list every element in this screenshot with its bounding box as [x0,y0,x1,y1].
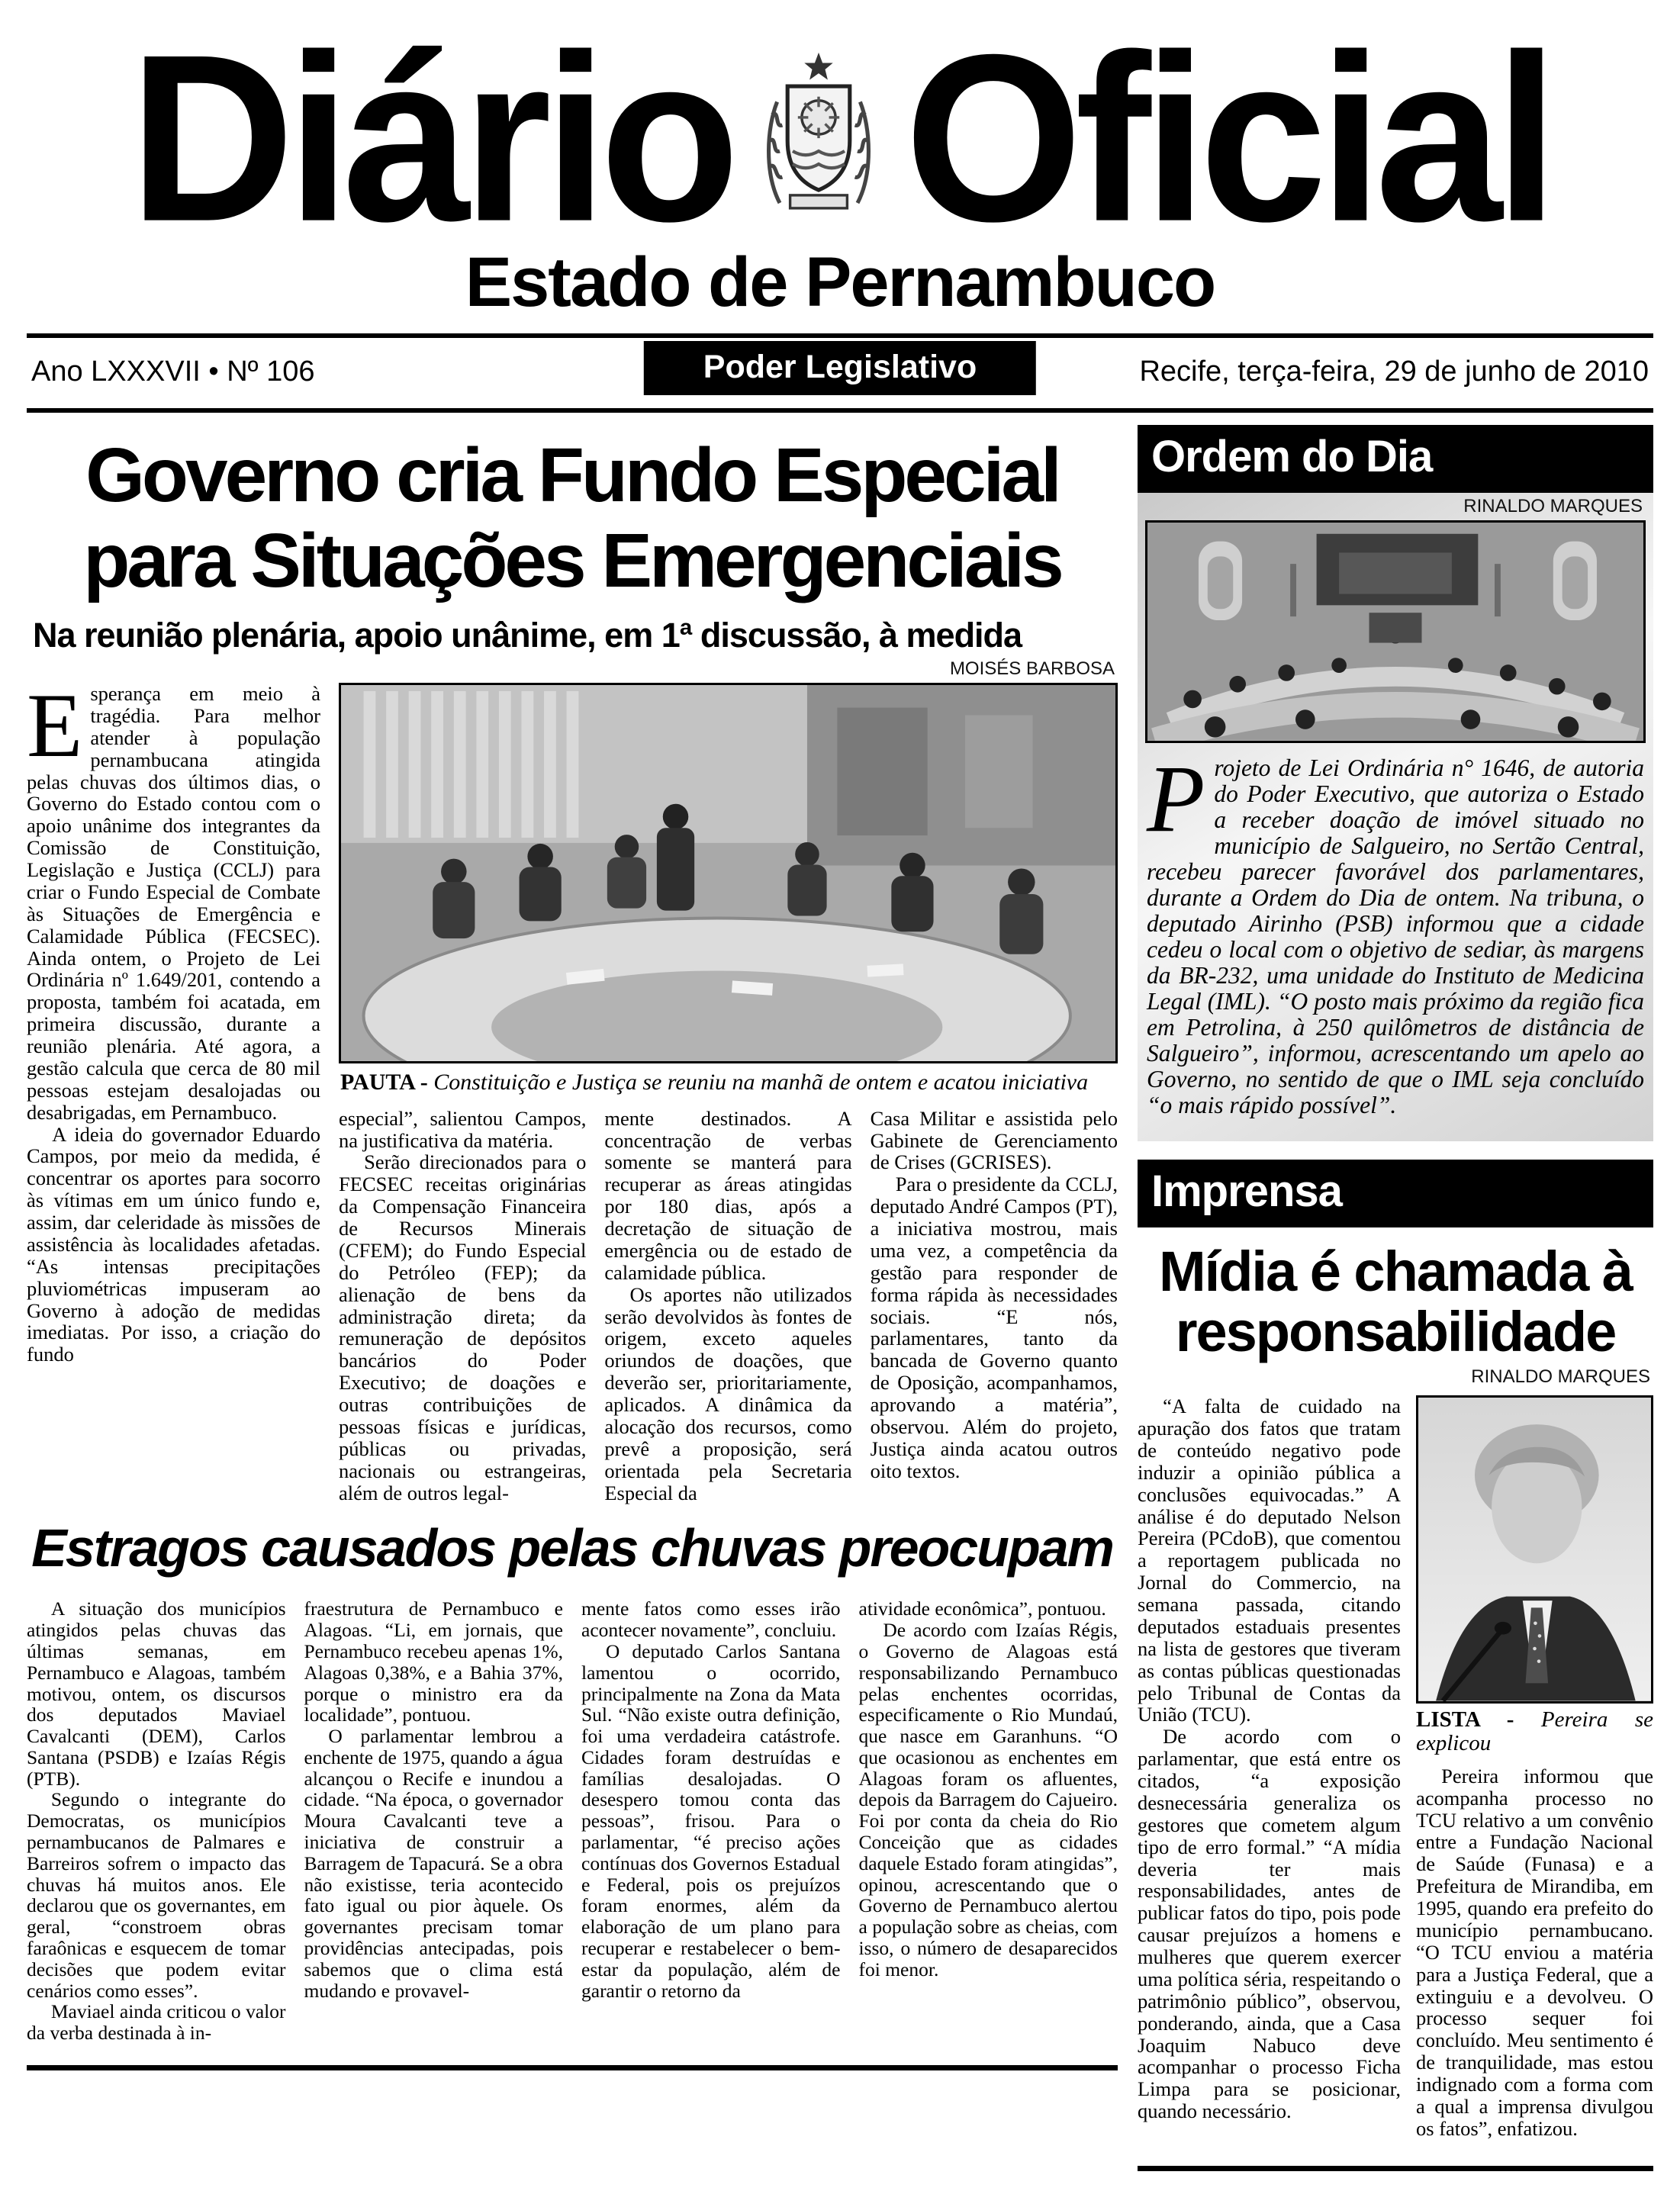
masthead-title [27,4,1653,272]
story-col1-p2: Serão direcionados para o FECSEC receitas originárias da Compensação Financeira de Recursos Minerais (CFEM); do Fundo Especial do Petróleo (FEP); da alienação de bens da administração direta; da remuneração de depósitos bancários do Poder Executivo; de doações e outras contribuições de pessoas físicas e jurídicas, públicas ou privadas, nacionais ou estrangeiras, além de outros legal- [339,1150,587,1504]
main-headline-line-2: para Situações Emergenciais [83,518,1061,603]
main-headline [27,433,1118,603]
masthead [27,4,1653,323]
main-subhead: Na reunião plenária, apoio unânime, em 1ª discussão, à medida [33,616,1022,655]
story-columns [339,1108,1118,1504]
dropcap-e: E [27,674,83,776]
pereira-photo-caption [1416,1704,1653,1765]
imprensa-headline-line-2: responsabilidade [1175,1299,1616,1363]
estragos-col1-p2: Segundo o integrante do Democratas, os municípios pernambucanos de Palmares e Barreiros sofrem o impacto das chuvas há muitos anos. Ele declarou que os governantes, em geral, “constroem obras faraônicas e esquecem de tomar decisões que podem evitar cenários como esses”. [27,1788,286,2002]
main-headline-line-1: Governo cria Fundo Especial [85,433,1059,518]
imprensa-left-p1: “A falta de cuidado na apuração dos fatos que tratam de conteúdo negativo pode induzir a opinião pública a conclusões equivocadas.” A análise é do deputado Nelson Pereira (PCdoB), que comentou a reportagem publicada no Jornal do Commercio, na semana passada, citando deputados estaduais presentes na lista de gestores que tiveram as contas públicas questionadas pelo Tribunal de Contas da União (TCU). [1138,1395,1401,1726]
imprensa-column-left [1138,1395,1401,2140]
ordem-banner: Ordem do Dia [1138,425,1653,493]
story-column-1 [339,1108,586,1504]
main-story [27,425,1118,2171]
ordem-body [1147,746,1644,1118]
masthead-title-word-2: Oficial [904,4,1551,272]
imprensa-section [1138,1160,1653,2171]
pernambuco-coat-of-arms-icon [754,47,883,222]
committee-photo-image [339,683,1118,1063]
imprensa-columns [1138,1395,1653,2140]
imprensa-headline-line-1: Mídia é chamada à [1159,1239,1632,1303]
masthead-title-word-1: Diário [129,4,732,272]
edition-number: Ano LXXXVII • Nº 106 [31,355,315,388]
story-col3-p1: Casa Militar e assistida pelo Gabinete de Gerenciamento de Crises (GCRISES). [870,1106,1118,1174]
main-photo-credit: MOISÉS BARBOSA [949,658,1115,679]
story-col2-p1: mente destinados. A concentração de verbas somente se manterá para recuperar as áreas atingidas por 180 dias, após a decretação de situação de emergência ou de estado de calamidade pública. [604,1106,852,1284]
assembly-photo [1145,520,1646,743]
ordem-do-dia-section [1138,425,1653,1141]
main-story-right [339,683,1118,1504]
dateline: Recife, terça-feira, 29 de junho de 2010 [1139,355,1649,388]
ordem-photo-credit: RINALDO MARQUES [1463,496,1643,516]
masthead-subtitle: Estado de Pernambuco [465,243,1215,321]
imprensa-photo-credit: RINALDO MARQUES [1471,1366,1650,1388]
pereira-photo-image [1416,1395,1653,1703]
page-content [27,425,1653,2171]
estragos-col1-p3: Maviael ainda criticou o valor da verba destinada à in- [27,2000,286,2045]
imprensa-banner: Imprensa [1138,1160,1653,1227]
lista-caption-label: LISTA - [1416,1707,1514,1732]
estragos-col2-p2: O parlamentar lembrou a enchente de 1975, quando a água alcançou o Recife e inundou a cidade. “Na época, o governador Moura Cavalcanti teve a iniciativa de construir a Barragem de Tapacurá. Se a obra não existisse, teria acontecido fato igual ou pior àquele. Os governantes precisam tomar providências antecipadas, pois sabemos que o clima está mudando e provavel- [304,1725,563,2002]
imprensa-right-p1: Pereira informou que acompanha processo no TCU relativo a um convênio entre a Fundação Nacional de Saúde (Funasa) e a Prefeitura de Mirandiba, em 1995, quando era prefeito do município pernambucano. “O TCU enviou a matéria para a Justiça Federal, que a extinguiu e a devolveu. O processo sequer foi concluído. Meu sentimento é de tranquilidade, mas estou indignado com a forma com a qual a imprensa divulgou os fatos”, enfatizou. [1416,1764,1653,2140]
committee-photo-caption [339,1063,1118,1096]
estragos-col3-p2: O deputado Carlos Santana lamentou o ocorrido, principalmente na Zona da Mata Sul. “Não existe outra definição, foi uma verdadeira catástrofe. Cidades foram destruídas e famílias desalojadas. O desespero tomou conta das pessoas”, frisou. Para o parlamentar, “é preciso ações contínuas dos Governos Estadual e Federal, pois os prejuízos foram enormes, além da elaboração de um plano para recuperar e restabelecer o bem-estar da população, além de garantir o retorno da [581,1640,841,2002]
divider-infobar [27,408,1653,413]
story-col2-p2: Os aportes não utilizados serão devolvidos às fontes de origem, exceto aqueles oriundos de doações, que deverão ser, prioritariamente, aplicados. A dinâmica da alocação dos recursos, como prevê a proposição, será orientada pela Secretaria Especial da [604,1282,852,1504]
intro-paragraph-1 [27,674,320,1124]
estragos-col4-p1: atividade econômica”, pontuou. [858,1597,1106,1620]
ordem-panel [1138,493,1653,1141]
estragos-column-3 [581,1598,841,2043]
pereira-photo [1416,1395,1653,1765]
lista-caption-text: Pereira se explicou [1416,1707,1654,1756]
estragos-col4-p2: De acordo com Izaías Régis, o Governo de Alagoas está responsabilizando Pernambuco pelas enchentes ocorridas, especificamente o Rio Mundaú, que nasce em Garanhuns. “O que ocasionou as enchentes em Alagoas foram os afluentes, depois da Barragem do Cajueiro. Foi por conta da cheia do Rio Conceição que as cidades daquele Estado foram atingidas”, opinou, acrescentando que o Governo de Pernambuco alertou a população sobre as cheias, com isso, o número de desaparecidos foi menor. [858,1619,1118,1980]
estragos-col1-p1: A situação dos municípios atingidos pelas chuvas das últimas semanas, em Pernambuco e Alagoas, também motivou, ontem, os discursos dos deputados Maviael Cavalcanti (DEM), Carlos Santana (PSDB) e Izaías Régis (PTB). [27,1597,286,1790]
section-badge: Poder Legislativo [644,341,1036,395]
story-column-3 [871,1108,1118,1504]
estragos-column-2 [304,1598,564,2043]
estragos-article [27,1517,1118,2070]
estragos-col2-p1: fraestrutura de Pernambuco e Alagoas. “Li, em jornais, que Pernambuco recebeu apenas 1%, Alagoas 0,38%, e a Bahia 37%, porque o ministro era da localidade”, pontuou. [304,1597,563,1726]
infobar [27,338,1653,401]
estragos-column-4 [859,1598,1118,2043]
ordem-body-text: rojeto de Lei Ordinária n° 1646, de autoria do Poder Executivo, que autoriza o Estado a receber doação de imóvel situado no município de Salgueiro, no Sertão Central, recebeu parecer favorável dos parlamentares, durante a Ordem do Dia de ontem. Na tribuna, o deputado Airinho (PSB) informou que a cidade cedeu o local com o objetivo de sediar, às margens da BR-232, uma unidade do Instituto de Medicina Legal (IML). “O posto mais próximo da região fica em Petrolina, à 250 quilômetros de distância de Salgueiro”, informou, acrescentando um apelo ao Governo, no sentido de que o IML seja concluído “o mais rápido possível”. [1147,754,1644,1118]
main-story-body [27,674,1118,1504]
committee-photo [339,683,1118,1096]
imprensa-headline [1138,1241,1653,1362]
assembly-photo-image [1145,520,1646,743]
intro-paragraph-1-text: sperança em meio à tragédia. Para melhor atender à população pernambucana atingida pelas chuvas dos últimos dias, o Governo do Estado contou com o apoio unânime dos integrantes da Comissão de Constituição, Legislação e Justiça (CCLJ) para criar o Fundo Especial de Combate às Situações de Emergência e Calamidade Pública (FECSEC). Ainda ontem, o Projeto de Lei Ordinária nº 1.649/201, contendo a proposta, também foi acatada, em primeira discussão, durante a reunião plenária. Até agora, a gestão calcula que cerca de 80 mil pessoas estejam desalojadas ou desabrigadas, em Pernambuco. [27,682,320,1124]
story-col3-p2: Para o presidente da CCLJ, deputado André Campos (PT), a iniciativa mostrou, mais uma vez, a competência da gestão para responder de forma rápida às necessidades sociais. “E nós, parlamentares, tanto da bancada de Governo quanto de Oposição, acompanhamos, aprovando a matéria”, observou. Além do projeto, Justiça ainda acatou outros oito textos. [870,1173,1118,1482]
estragos-columns [27,1598,1118,2043]
imprensa-column-right [1416,1395,1653,2140]
intro-column [27,674,320,1504]
caption-label: PAUTA - [340,1069,428,1095]
sidebar [1138,425,1653,2171]
story-col1-p1: especial”, salientou Campos, na justificativa da matéria. [339,1106,587,1152]
estragos-column-1 [27,1598,286,2043]
caption-text: Constituição e Justiça se reuniu na manhã de ontem e acatou iniciativa [433,1069,1089,1095]
imprensa-left-p2: De acordo com o parlamentar, que está entre os citados, “a exposição desnecessária generaliza os gestores que cometem algum tipo de erro formal.” “A mídia deveria ter mais responsabilidades, antes de publicar fatos do tipo, pois pode causar prejuízos a homens e mulheres que querem exercer uma política séria, respeitando o patrimônio público”, observou, ponderando, ainda, que a Casa Joaquim Nabuco deve acompanhar o processo Ficha Limpa para se posicionar, quando necessário. [1138,1725,1401,2123]
dropcap-p: P [1147,746,1205,852]
story-column-2 [604,1108,851,1504]
estragos-headline: Estragos causados pelas chuvas preocupam [31,1518,1113,1578]
intro-paragraph-2: A ideia do governador Eduardo Campos, por meio da medida, é concentrar os aportes para socorro às vítimas em um único fundo e, assim, dar celeridade às missões de assistência às localidades afetadas. “As intensas precipitações pluviométricas impuseram ao Governo à adoção de medidas imediatas. Por isso, a criação do fundo [27,1122,320,1366]
estragos-col3-p1: mente fatos como esses irão acontecer novamente”, concluiu. [581,1597,841,1642]
